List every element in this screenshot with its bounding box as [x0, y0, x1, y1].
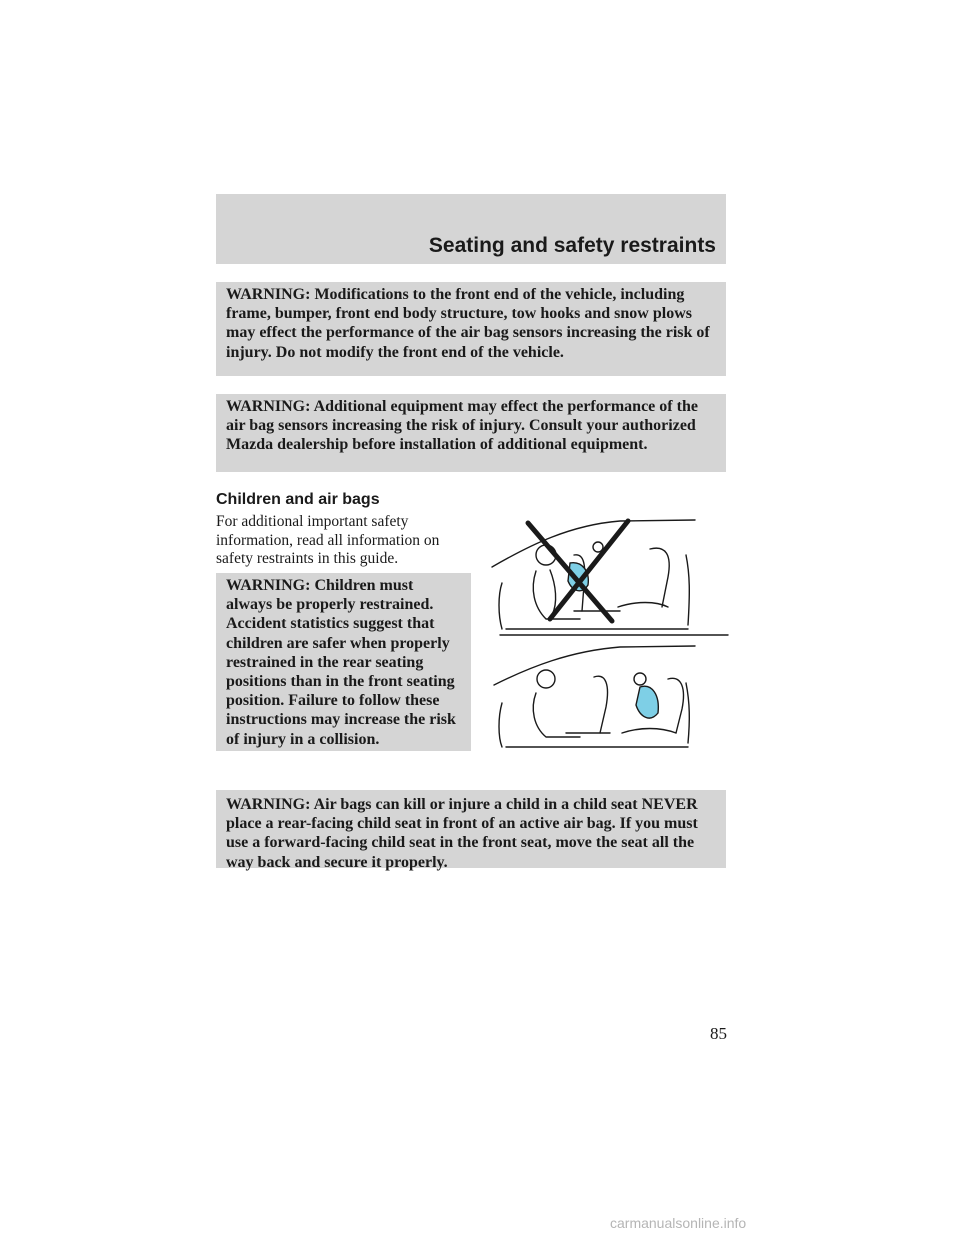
- intro-paragraph: For additional important safety information, read all information on safety restraints in this guide.: [216, 513, 440, 568]
- page-header: [216, 194, 726, 264]
- child-seat-rear-icon: [494, 646, 695, 747]
- warning-additional-equipment: WARNING: Additional equipment may effect the performance of the air bag sensors increasing the risk of injury. Consult your authorized Mazda dealership before installation of additional equipment.: [216, 394, 726, 472]
- section-heading: Children and air bags: [216, 491, 380, 508]
- warning-children-restrained: WARNING: Children must always be properly restrained. Accident statistics suggest that children are safer when properly restrained in the rear seating positions than in the front seating position. Failure to follow these instructions may increase the risk of injury in a collision.: [216, 573, 471, 751]
- warning-airbags-child-seat: WARNING: Air bags can kill or injure a child in a child seat NEVER place a rear-facing child seat in front of an active air bag. If you must use a forward-facing child seat in the front seat, move the seat all the way back and secure it properly.: [216, 790, 726, 868]
- page-number: 85: [710, 1024, 727, 1043]
- page-title: Seating and safety restraints: [428, 234, 716, 257]
- watermark[interactable]: carmanualsonline.info: [610, 1215, 747, 1231]
- child-seat-illustration: [490, 515, 730, 775]
- warning-frame-modifications: WARNING: Modifications to the front end of the vehicle, including frame, bumper, front end body structure, tow hooks and snow plows may effect the performance of the air bag sensors increasing the risk of injury. Do not modify the front end of the vehicle.: [216, 282, 726, 376]
- child-seat-front-crossed-icon: [492, 520, 728, 635]
